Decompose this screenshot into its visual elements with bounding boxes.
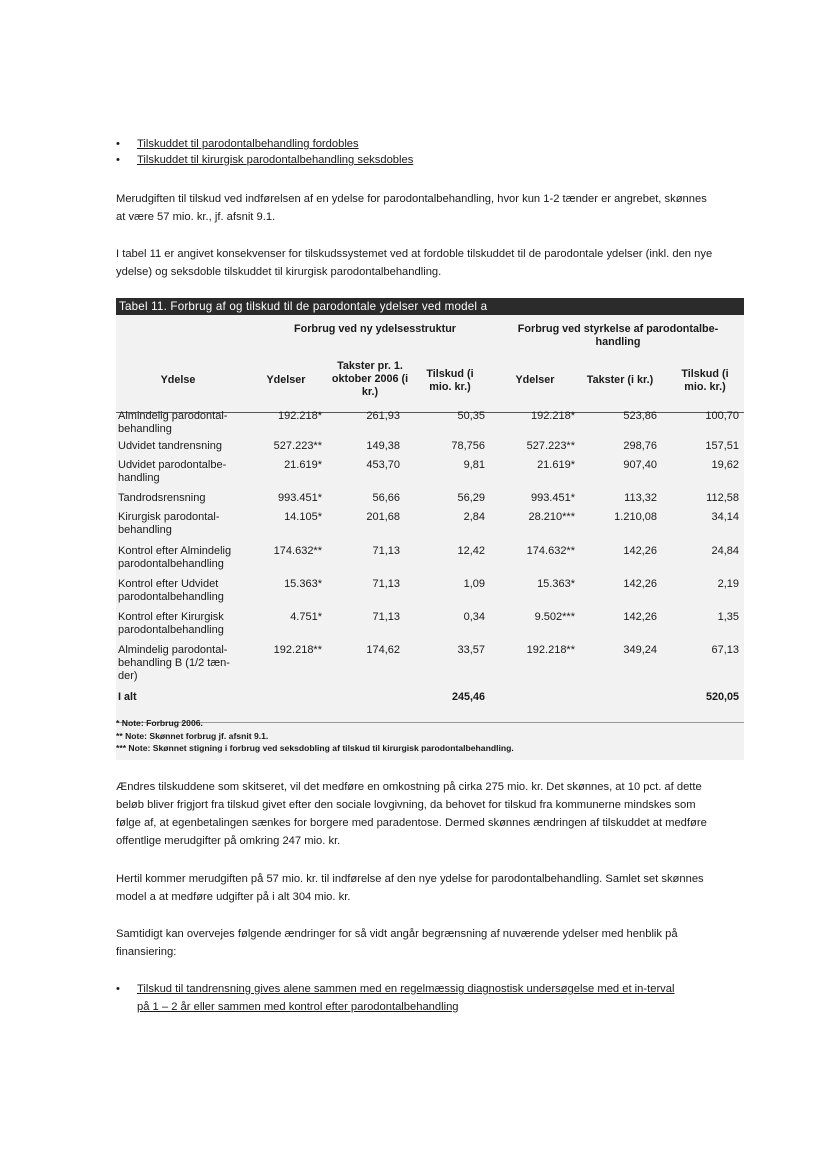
- list-item: • Tilskud til tandrensning gives alene sammen med en regelmæssig diagnostisk undersøgelse med et in-terval på 1 – 2 år eller sammen med kontrol efter parodontalbehandling: [116, 983, 675, 1013]
- paragraph: I tabel 11 er angivet konsekvenser for tilskudssystemet ved at fordoble tilskuddet til de parodontale ydelser (inkl. den nye ydelse) og seksdoble tilskuddet til kirurgisk parodontalbehandling.: [116, 248, 713, 278]
- notes-divider: [116, 722, 744, 723]
- table-cell: 192.218**: [273, 644, 322, 656]
- table-caption: Tabel 11. Forbrug af og tilskud til de parodontale ydelser ved model a: [116, 298, 744, 315]
- table-note: * Note: Forbrug 2006.: [116, 718, 203, 728]
- table-cell: 261,93: [366, 410, 400, 422]
- group-header-new-structure: Forbrug ved ny ydelsesstruktur: [294, 323, 456, 335]
- total-label: I alt: [118, 691, 137, 703]
- table-cell: 113,32: [624, 492, 657, 504]
- table-cell: 19,62: [711, 459, 739, 471]
- bottom-bullet-list: [116, 980, 676, 1016]
- table-cell: 33,57: [457, 644, 485, 656]
- total-value-1: 245,46: [451, 691, 485, 703]
- table-cell: 28.210***: [528, 511, 575, 523]
- table-cell: 34,14: [711, 511, 739, 523]
- table-row-label: Kontrol efter Kirurgisk parodontalbehandling: [118, 611, 224, 636]
- table-cell: 56,29: [457, 492, 485, 504]
- table-cell: 15.363*: [284, 578, 322, 590]
- table-cell: 2,19: [717, 578, 739, 590]
- table-cell: 174.632**: [273, 545, 322, 557]
- table-cell: 1.210,08: [614, 511, 657, 523]
- column-header-takster-2: Takster (i kr.): [586, 374, 654, 386]
- table-cell: 993.451*: [277, 492, 322, 504]
- table-cell: 24,84: [711, 545, 739, 557]
- table-cell: 142,26: [623, 578, 657, 590]
- table-cell: 993.451*: [530, 492, 575, 504]
- column-header-ydelser-1: Ydelser: [266, 374, 306, 386]
- paragraph: Samtidigt kan overvejes følgende ændringer for så vidt angår begrænsning af nuværende ydelser med henblik på finansiering:: [116, 928, 678, 958]
- table-row-label: Udvidet parodontalbe-handling: [118, 459, 227, 484]
- table-cell: 157,51: [705, 440, 739, 452]
- table-row-label: Almindelig parodontal-behandling B (1/2 tæn-der): [118, 644, 230, 682]
- table-cell: 4.751*: [290, 611, 322, 623]
- list-item: • Tilskuddet til parodontalbehandling fordobles: [116, 138, 359, 150]
- table-row-label: Kontrol efter Almindelig parodontalbehandling: [118, 545, 232, 570]
- paragraph: Merudgiften til tilskud ved indførelsen af en ydelse for parodontalbehandling, hvor kun 1-2 tænder er angrebet, skønnes at være 57 mio. kr., jf. afsnit 9.1.: [116, 193, 707, 223]
- table-cell: 174,62: [366, 644, 400, 656]
- table-cell: 201,68: [366, 511, 400, 523]
- table-cell: 907,40: [623, 459, 657, 471]
- column-header-tilskud-2: Tilskud (i mio. kr.): [681, 368, 729, 393]
- table-cell: 0,34: [463, 611, 485, 623]
- table-cell: 14.105*: [284, 511, 322, 523]
- table-cell: 56,66: [372, 492, 400, 504]
- table-cell: 21.619*: [284, 459, 322, 471]
- table-cell: 523,86: [623, 410, 657, 422]
- table-cell: 100,70: [705, 410, 739, 422]
- table-cell: 1,35: [717, 611, 739, 623]
- table-cell: 71,13: [372, 545, 400, 557]
- table-cell: 527.223**: [273, 440, 322, 452]
- table-cell: 71,13: [372, 578, 400, 590]
- table-cell: 21.619*: [537, 459, 575, 471]
- table-cell: 349,24: [623, 644, 657, 656]
- column-header-ydelse: Ydelse: [160, 374, 196, 386]
- table-cell: 142,26: [623, 611, 657, 623]
- column-header-ydelser-2: Ydelser: [515, 374, 555, 386]
- table-cell: 174.632**: [526, 545, 575, 557]
- total-value-2: 520,05: [705, 691, 739, 703]
- table-cell: 453,70: [366, 459, 400, 471]
- table-row-label: Kontrol efter Udvidet parodontalbehandling: [118, 578, 224, 603]
- table-row-label: Almindelig parodontal-behandling: [118, 410, 228, 435]
- table-cell: 12,42: [457, 545, 485, 557]
- table-cell: 67,13: [711, 644, 739, 656]
- table-cell: 192.218**: [526, 644, 575, 656]
- table-cell: 149,38: [366, 440, 400, 452]
- table-cell: 71,13: [372, 611, 400, 623]
- table-row-label: Tandrodsrensning: [118, 492, 206, 504]
- table-cell: 15.363*: [537, 578, 575, 590]
- table-row-label: Kirurgisk parodontal-behandling: [118, 511, 220, 536]
- table-cell: 2,84: [463, 511, 485, 523]
- table-row-label: Udvidet tandrensning: [118, 440, 222, 452]
- table-cell: 50,35: [457, 410, 485, 422]
- paragraph: Ændres tilskuddene som skitseret, vil det medføre en omkostning på cirka 275 mio. kr. Det skønnes, at 10 pct. af dette beløb bliver frigjort fra tilskud givet efter den sociale lovgivning, da behovet for tilskud fra kommunerne mindskes som følge af, at egenbetalingen sænkes for borgere med paradentose. Dermed skønnes ændringen af tilskuddet at medføre offentlige merudgifter på omkring 247 mio. kr.: [116, 781, 707, 847]
- table-cell: 298,76: [623, 440, 657, 452]
- column-header-takster-1: Takster pr. 1. oktober 2006 (i kr.): [331, 360, 409, 398]
- list-item: • Tilskuddet til kirurgisk parodontalbehandling seksdobles: [116, 154, 414, 166]
- table-note: *** Note: Skønnet stigning i forbrug ved seksdobling af tilskud til kirurgisk parodontalbehandling.: [116, 743, 514, 753]
- table-cell: 9,81: [463, 459, 485, 471]
- table-cell: 78,756: [451, 440, 485, 452]
- top-bullet-list: [116, 136, 716, 168]
- column-header-tilskud-1: Tilskud (i mio. kr.): [426, 368, 474, 393]
- table-cell: 192.218*: [277, 410, 322, 422]
- table-cell: 192.218*: [530, 410, 575, 422]
- table-note: ** Note: Skønnet forbrug jf. afsnit 9.1.: [116, 731, 269, 741]
- table-cell: 112,58: [706, 492, 739, 504]
- table-cell: 9.502***: [534, 611, 575, 623]
- table-cell: 142,26: [623, 545, 657, 557]
- table-cell: 1,09: [463, 578, 485, 590]
- table-cell: 527.223**: [526, 440, 575, 452]
- paragraph: Hertil kommer merudgiften på 57 mio. kr. til indførelse af den nye ydelse for parodontalbehandling. Samlet set skønnes model a at medføre udgifter på i alt 304 mio. kr.: [116, 873, 704, 903]
- group-header-strengthening: Forbrug ved styrkelse af parodontalbe-handling: [517, 323, 719, 348]
